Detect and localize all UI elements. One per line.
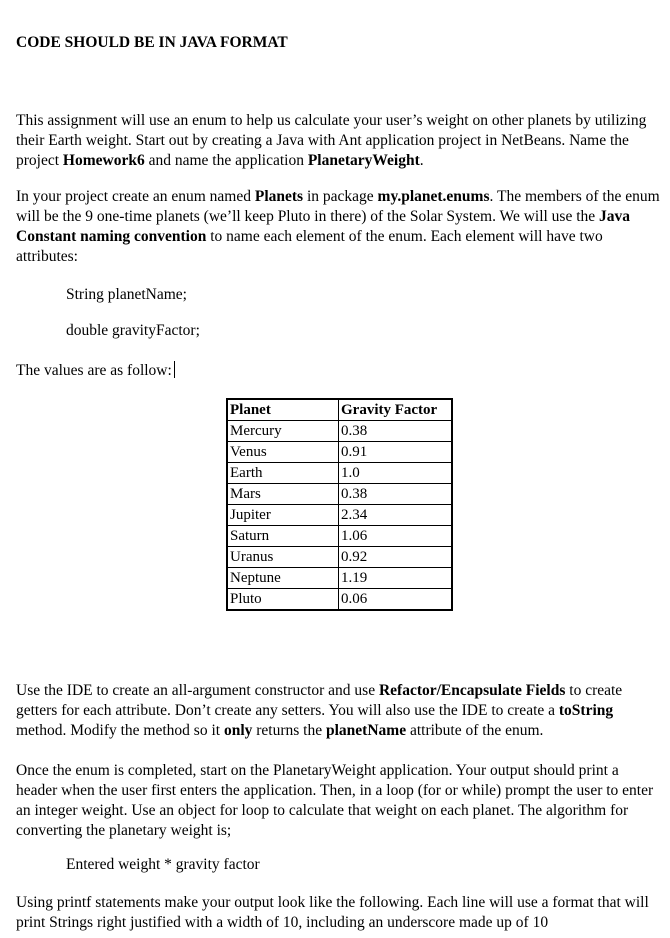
weight-formula: Entered weight * gravity factor xyxy=(66,856,260,873)
printf-paragraph: Using printf statements make your output look like the following. Each line will use a format that will print Strings right justified with a width of 10, including an underscore made up of 10 xyxy=(16,894,649,931)
constructor-paragraph: Use the IDE to create an all-argument constructor and use Refactor/Encapsulate Fields to create getters for each attribute. Don’t create any setters. You will also use the IDE to create a toString method. Modify the method so it only returns the planetName attribute of the enum. xyxy=(16,682,623,739)
gravity-cell: 1.06 xyxy=(339,526,453,547)
planet-cell: Earth xyxy=(227,463,339,484)
gravity-cell: 0.92 xyxy=(339,547,453,568)
planetname-attribute: planetName xyxy=(326,722,407,739)
planet-cell: Saturn xyxy=(227,526,339,547)
gravity-cell: 0.06 xyxy=(339,589,453,611)
table-row xyxy=(227,505,452,526)
enum-name: Planets xyxy=(254,188,304,205)
naming-convention: Java Constant naming convention xyxy=(16,208,631,245)
project-name: Homework6 xyxy=(62,152,145,169)
package-name: my.planet.enums xyxy=(377,188,490,205)
planet-cell: Venus xyxy=(227,442,339,463)
enum-paragraph: In your project create an enum named Planets in package my.planet.enums. The members of the enum will be the 9 one-time planets (we’ll keep Pluto in there) of the Solar System. We will use the Java Constant naming convention to name each element of the enum. Each element will have two attributes: xyxy=(16,188,660,265)
values-intro: The values are as follow: xyxy=(16,361,662,381)
gravity-factor-table xyxy=(226,398,453,611)
gravity-cell: 1.19 xyxy=(339,568,453,589)
table-row xyxy=(227,442,452,463)
only-emphasis: only xyxy=(223,722,253,739)
table-row xyxy=(227,463,452,484)
gravity-cell: 2.34 xyxy=(339,505,453,526)
attribute-planet-name: String planetName; xyxy=(66,286,187,303)
column-header-gravity: Gravity Factor xyxy=(339,399,453,421)
attribute-gravity-factor: double gravityFactor; xyxy=(66,322,200,339)
planet-cell: Mars xyxy=(227,484,339,505)
table-row xyxy=(227,526,452,547)
gravity-cell: 0.38 xyxy=(339,484,453,505)
column-header-planet: Planet xyxy=(227,399,339,421)
tostring-method: toString xyxy=(558,702,614,719)
table-row xyxy=(227,484,452,505)
table-row xyxy=(227,589,452,611)
refactor-menu-name: Refactor/Encapsulate Fields xyxy=(378,682,566,699)
planet-cell: Uranus xyxy=(227,547,339,568)
planet-cell: Mercury xyxy=(227,421,339,442)
application-name: PlanetaryWeight xyxy=(307,152,420,169)
application-paragraph: Once the enum is completed, start on the PlanetaryWeight application. Your output should print a header when the user first enters the application. Then, in a loop (for or while) prompt the user to enter an integer weight. Use an object for loop to calculate that weight on each planet. The algorithm for converting the planetary weight is; xyxy=(16,762,654,839)
gravity-cell: 0.38 xyxy=(339,421,453,442)
planet-cell: Jupiter xyxy=(227,505,339,526)
intro-paragraph: This assignment will use an enum to help us calculate your user’s weight on other planets by utilizing their Earth weight. Start out by creating a Java with Ant application project in NetBeans. Name the project Homework6 and name the application PlanetaryWeight. xyxy=(16,112,647,169)
table-row xyxy=(227,568,452,589)
planet-cell: Pluto xyxy=(227,589,339,611)
page-heading: CODE SHOULD BE IN JAVA FORMAT xyxy=(16,34,288,51)
gravity-cell: 0.91 xyxy=(339,442,453,463)
planet-cell: Neptune xyxy=(227,568,339,589)
table-row xyxy=(227,421,452,442)
gravity-cell: 1.0 xyxy=(339,463,453,484)
table-row xyxy=(227,547,452,568)
table-header-row xyxy=(227,399,452,421)
text-cursor xyxy=(174,361,175,378)
